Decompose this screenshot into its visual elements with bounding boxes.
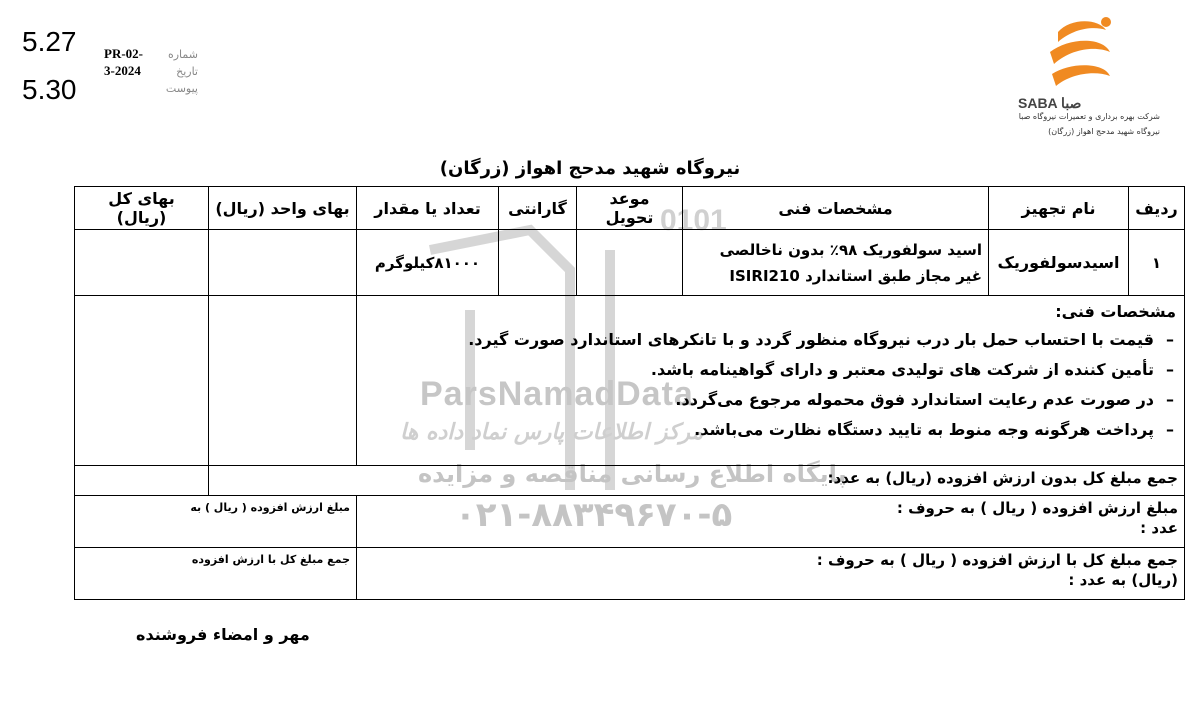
vat-inner-label: مبلغ ارزش افزوده ( ریال ) به bbox=[190, 501, 350, 514]
vat-row bbox=[75, 496, 1185, 548]
sum-no-vat-row bbox=[75, 466, 1185, 496]
specs-cell bbox=[357, 296, 1185, 466]
specs-item: – قیمت با احتساب حمل بار درب نیروگاه منظور گردد و با تانکرهای استاندارد صورت گیرد. bbox=[365, 325, 1176, 355]
handwritten-date-1: 5.27 bbox=[22, 26, 77, 57]
grand-words-label: جمع مبلغ کل با ارزش افزوده ( ریال ) به حروف : bbox=[816, 551, 1178, 569]
specs-item: – پرداخت هرگونه وجه منوط به تایید دستگاه نظارت می‌باشد. bbox=[365, 415, 1176, 445]
specs-item: – تأمین کننده از شرکت های تولیدی معتبر و دارای گواهینامه باشد. bbox=[365, 355, 1176, 385]
vat-words-label: مبلغ ارزش افزوده ( ریال ) به حروف : bbox=[896, 499, 1178, 517]
row-number: ۱ bbox=[1129, 230, 1185, 296]
row-unit-price bbox=[209, 230, 357, 296]
watermark-line-1: مرکز اطلاعات پارس نماد داده ها bbox=[400, 420, 704, 445]
header-spec: مشخصات فنی bbox=[683, 187, 989, 230]
header-unit-price: بهای واحد (ریال) bbox=[209, 187, 357, 230]
date-label: تاریخ bbox=[176, 65, 198, 78]
page-title: نیروگاه شهید مدحج اهواز (زرگان) bbox=[439, 158, 741, 179]
number-value: PR-02- bbox=[104, 46, 143, 61]
attachment-label: پیوست bbox=[165, 82, 198, 95]
specs-unit-price-cell bbox=[209, 296, 357, 466]
row-spec-line-1: اسید سولفوریک ۹۸٪ بدون ناخالصی bbox=[719, 240, 982, 259]
sum-no-vat-value bbox=[75, 466, 209, 496]
row-spec bbox=[683, 230, 989, 296]
row-delivery bbox=[577, 230, 683, 296]
watermark-brand: ParsNamadData bbox=[420, 375, 694, 413]
header-quantity: تعداد یا مقدار bbox=[357, 187, 499, 230]
row-quantity: ۸۱۰۰۰کیلوگرم bbox=[357, 230, 499, 296]
specs-row bbox=[75, 296, 1185, 466]
table-row bbox=[75, 230, 1185, 296]
reference-box bbox=[98, 46, 198, 97]
vat-number-label: عدد : bbox=[1140, 519, 1178, 537]
sum-no-vat-label: جمع مبلغ کل بدون ارزش افزوده (ریال) به عدد: bbox=[209, 466, 1185, 496]
row-warranty bbox=[499, 230, 577, 296]
watermark-line-2: پایگاه اطلاع رسانی مناقصه و مزایده bbox=[418, 460, 847, 488]
header-total-price: بهای کل (ریال) bbox=[75, 187, 209, 230]
grand-label-cell bbox=[357, 548, 1185, 600]
handwritten-date-2: 5.30 bbox=[22, 74, 77, 105]
header-equipment: نام تجهیز bbox=[989, 187, 1129, 230]
logo-plant-line: نیروگاه شهید مدحج اهواز (زرگان) bbox=[1048, 127, 1160, 136]
grand-value-cell bbox=[75, 548, 357, 600]
header-row-number: ردیف bbox=[1129, 187, 1185, 230]
number-label: شماره bbox=[167, 48, 198, 61]
saba-logo bbox=[1010, 12, 1150, 142]
seller-signature-label: مهر و امضاء فروشنده bbox=[136, 625, 310, 644]
grand-inner-label: جمع مبلغ کل با ارزش افزوده bbox=[191, 553, 350, 566]
watermark-digits: 0101 bbox=[660, 204, 727, 237]
row-equipment: اسیدسولفوریک bbox=[989, 230, 1129, 296]
header-delivery: موعد تحویل bbox=[577, 187, 683, 230]
logo-company-line: شرکت بهره برداری و تعمیرات نیروگاه صبا bbox=[1018, 112, 1160, 121]
specs-title: مشخصات فنی: bbox=[1055, 302, 1176, 321]
row-spec-line-2: غیر مجاز طبق استاندارد ISIRI210 bbox=[729, 266, 982, 285]
grand-total-row bbox=[75, 548, 1185, 600]
watermark-phone: ۰۲۱-۸۸۳۴۹۶۷۰-۵ bbox=[455, 495, 733, 535]
vat-label-cell bbox=[357, 496, 1185, 548]
specs-list bbox=[365, 325, 1176, 445]
tender-table bbox=[74, 186, 1185, 600]
date-value: 3-2024 bbox=[104, 63, 141, 78]
row-total-price bbox=[75, 230, 209, 296]
table-header-row bbox=[75, 187, 1185, 230]
logo-wordmark: SABA صبا bbox=[1018, 95, 1082, 111]
grand-number-label: (ریال) به عدد : bbox=[1068, 571, 1178, 589]
header-warranty: گارانتی bbox=[499, 187, 577, 230]
specs-total-price-cell bbox=[75, 296, 209, 466]
vat-value-cell bbox=[75, 496, 357, 548]
specs-item: – در صورت عدم رعایت استاندارد فوق محموله مرجوع می‌گردد. bbox=[365, 385, 1176, 415]
